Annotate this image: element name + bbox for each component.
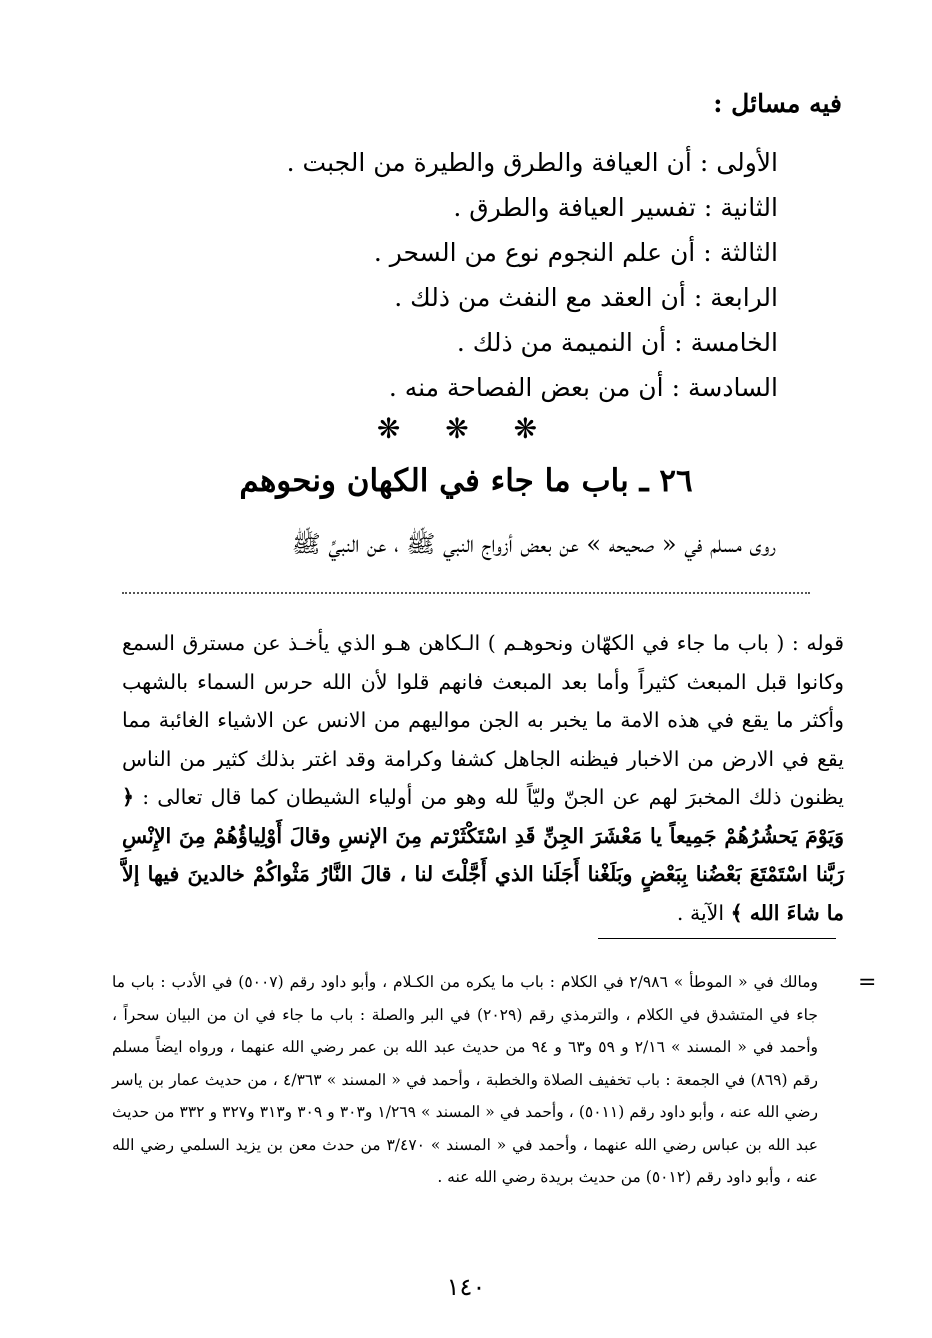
commentary-paragraph	[122, 624, 844, 932]
page-number: ١٤٠	[446, 1273, 486, 1301]
masail-ordinal: الثالثة	[719, 238, 778, 267]
footnote-text: ومالك في « الموطأ » ٢/٩٨٦ في الكلام : باب ما يكره من الكـلام ، وأبو داود رقم (٥٠٠٧) في الأدب : باب ما جاء في المتشدق في الكلام ، والترمذي رقم (٢٠٢٩) في البر والصلة : باب ما جاء في ان من البيان سحراً ، وأحمد في « المسند » ٢/١٦ و ٥٩ و٦٣ و ٩٤ من حديث عبد الله بن عمر رضي الله عنهما ، ورواه ايضاً مسلم رقم (٨٦٩) في الجمعة : باب تخفيف الصلاة والخطبة ، وأحمد في « المسند » ٤/٣٦٣ ، من حديث عمار بن ياسر رضي الله عنه ، وأبو داود رقم (٥٠١١) ، وأحمد في « المسند » ١/٢٦٩ و٣٠٣ و ٣٠٩ و٣١٣ و٣٢٧ و ٣٣٢ من حديث عبد الله بن عباس رضي الله عنهما ، وأحمد في « المسند » ٣/٤٧٠ من حدث معن بن يزيد السلمي رضي الله عنه ، وأبو داود رقم (٥٠١٢) من حديث بريدة رضي الله عنه .	[112, 973, 818, 1186]
masail-ordinal: الثانية	[720, 193, 778, 222]
masail-ordinal: الرابعة	[710, 283, 778, 312]
masail-text: أن النميمة من ذلك .	[456, 328, 667, 357]
commentary-text: قوله : ( باب ما جاء في الكهّان ونحوهـم ) الـكاهن هـو الذي يأخـذ عن مسترق السمع وكانوا قبل المبعث كثيراً وأما بعد المبعث فانهم قلوا لأن الله حرس السماء بالشهب وأكثر ما يقع في هذه الامة ما يخبر به الجن مواليهم من الانس عن الاشياء الغائبة مما يقع في الارض من الاخبار فيظنه الجاهل كشفا وكرامة وقد اغتر بذلك كثير من الناس يظنون ذلك المخبرَ لهم عن الجنّ وليّاً لله وهو من أولياء الشيطان كما قال تعالى :	[122, 631, 844, 809]
masail-heading: فيه مسائل :	[713, 89, 842, 118]
masail-separator: :	[703, 193, 713, 222]
footnote-divider	[598, 938, 836, 939]
masail-separator: :	[699, 148, 709, 177]
section-divider-stars: ❋ ❋ ❋	[376, 412, 556, 445]
masail-text: أن علم النجوم نوع من السحر .	[373, 238, 696, 267]
masail-item	[178, 140, 778, 185]
masail-ordinal: الأولى	[716, 148, 778, 177]
masail-item	[178, 230, 778, 275]
chapter-title: ٢٦ ـ باب ما جاء في الكهان ونحوهم	[239, 463, 693, 499]
footnote-continuation-marker: =	[858, 970, 877, 995]
quran-verse: ﴿ وَيَوْمَ يَحشُرُهُمْ جَمِيعاً يا مَعْشَرَ الجِنِّ قَدِ اسْتَكْثَرْتم مِنَ الإنسِ وقالَ أَوْلِياؤُهُمْ مِنَ الإِنْسِ رَبَّنا اسْتَمْتَعَ بَعْضُنا بِبَعْضٍ وبَلَغْنا أَجَلَنا الذي أَجَّلْتَ لنا ، قالَ النَّارُ مَثْواكُمْ خالدينَ فيها إلاَّ ما شاءَ الله ﴾	[122, 785, 844, 925]
masail-ordinal: السادسة	[688, 373, 778, 402]
commentary-ending: الآية .	[676, 900, 731, 925]
masail-text: أن من بعض الفصاحة منه .	[388, 373, 664, 402]
masail-ordinal: الخامسة	[690, 328, 778, 357]
masail-item	[178, 365, 778, 410]
masail-separator: :	[703, 238, 712, 267]
masail-item	[178, 185, 778, 230]
masail-separator: :	[693, 283, 703, 312]
hadith-intro: روى مسلم في « صحيحه » عن بعض أزواج النبي ﷺ ، عن النبيِّ ﷺ	[291, 530, 776, 558]
masail-separator: :	[674, 328, 683, 357]
masail-separator: :	[671, 373, 681, 402]
masail-list	[178, 140, 778, 410]
dotted-divider	[122, 592, 810, 594]
masail-item	[178, 320, 778, 365]
masail-text: تفسير العيافة والطرق .	[453, 193, 696, 222]
masail-text: أن العقد مع النفث من ذلك .	[394, 283, 686, 312]
masail-text: أن العيافة والطرق والطيرة من الجبت .	[286, 148, 692, 177]
masail-item	[178, 275, 778, 320]
